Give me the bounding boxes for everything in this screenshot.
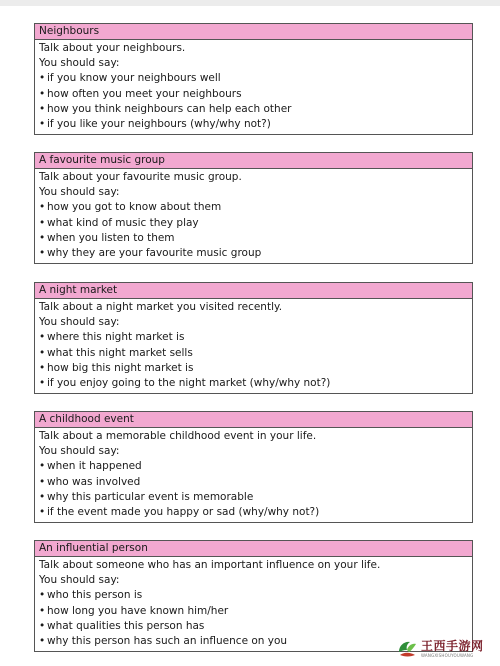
site-watermark: [396, 636, 496, 662]
watermark-subtitle: WANGXISHOUYOUWANG: [421, 653, 474, 658]
card-intro: Talk about someone who has an important influence on your life.: [39, 559, 381, 571]
bullet-icon: •: [39, 247, 46, 260]
topic-card-childhood-event: [34, 411, 473, 523]
card-title: A childhood event: [35, 412, 472, 428]
card-intro: Talk about your neighbours.: [39, 42, 186, 54]
watermark-text: [421, 640, 484, 658]
watermark-title: 王西手游网: [421, 639, 484, 653]
card-prompt: You should say:: [39, 574, 120, 587]
watermark-logo-icon: [396, 638, 418, 660]
bullet-item: • how you think neighbours can help each other: [39, 102, 472, 117]
topic-card-music-group: [34, 152, 473, 264]
card-intro: Talk about a memorable childhood event in your life.: [39, 430, 317, 442]
bullet-item: • if you enjoy going to the night market (why/why not?): [39, 376, 472, 391]
bullet-item: • why this particular event is memorable: [39, 490, 472, 505]
bullet-icon: •: [39, 87, 46, 100]
bullet-item: • how often you meet your neighbours: [39, 87, 472, 102]
bullet-icon: •: [39, 346, 46, 359]
card-intro: Talk about a night market you visited recently.: [39, 301, 283, 313]
card-prompt: You should say:: [39, 445, 120, 458]
bullet-icon: •: [39, 635, 46, 648]
bullet-icon: •: [39, 361, 46, 374]
bullet-item: • what qualities this person has: [39, 619, 472, 634]
card-body: [35, 428, 472, 522]
bullet-icon: •: [39, 475, 46, 488]
bullet-item: • what kind of music they play: [39, 216, 472, 231]
topic-card-night-market: [34, 282, 473, 394]
card-prompt: You should say:: [39, 186, 120, 199]
bullet-icon: •: [39, 118, 46, 131]
card-title: A night market: [35, 283, 472, 299]
bullet-item: • how you got to know about them: [39, 200, 472, 215]
bullet-item: • who was involved: [39, 475, 472, 490]
bullet-icon: •: [39, 216, 46, 229]
bullet-item: • what this night market sells: [39, 346, 472, 361]
card-prompt: You should say:: [39, 316, 120, 329]
card-title: A favourite music group: [35, 153, 472, 169]
bullet-icon: •: [39, 619, 46, 632]
bullet-icon: •: [39, 72, 46, 85]
bullet-icon: •: [39, 231, 46, 244]
bullet-icon: •: [39, 604, 46, 617]
bullet-icon: •: [39, 506, 46, 519]
bullet-item: • when it happened: [39, 459, 472, 474]
bullet-icon: •: [39, 331, 46, 344]
top-bar: [0, 0, 500, 6]
bullet-item: • if you like your neighbours (why/why not?): [39, 117, 472, 132]
bullet-item: • when you listen to them: [39, 231, 472, 246]
bullet-item: • if the event made you happy or sad (why/why not?): [39, 505, 472, 520]
bullet-item: • how long you have known him/her: [39, 604, 472, 619]
bullet-icon: •: [39, 589, 46, 602]
card-body: [35, 40, 472, 134]
bullet-icon: •: [39, 490, 46, 503]
card-prompt: You should say:: [39, 57, 120, 70]
card-title: Neighbours: [35, 24, 472, 40]
bullet-item: • where this night market is: [39, 330, 472, 345]
topic-card-neighbours: [34, 23, 473, 135]
bullet-item: • why this person has such an influence on you: [39, 634, 472, 649]
bullet-icon: •: [39, 460, 46, 473]
bullet-item: • how big this night market is: [39, 361, 472, 376]
bullet-item: • why they are your favourite music group: [39, 246, 472, 261]
bullet-item: • if you know your neighbours well: [39, 71, 472, 86]
bullet-item: • who this person is: [39, 588, 472, 603]
bullet-icon: •: [39, 377, 46, 390]
card-title: An influential person: [35, 541, 472, 557]
card-body: [35, 299, 472, 393]
bullet-icon: •: [39, 201, 46, 214]
card-intro: Talk about your favourite music group.: [39, 171, 242, 183]
card-body: [35, 169, 472, 263]
bullet-icon: •: [39, 102, 46, 115]
